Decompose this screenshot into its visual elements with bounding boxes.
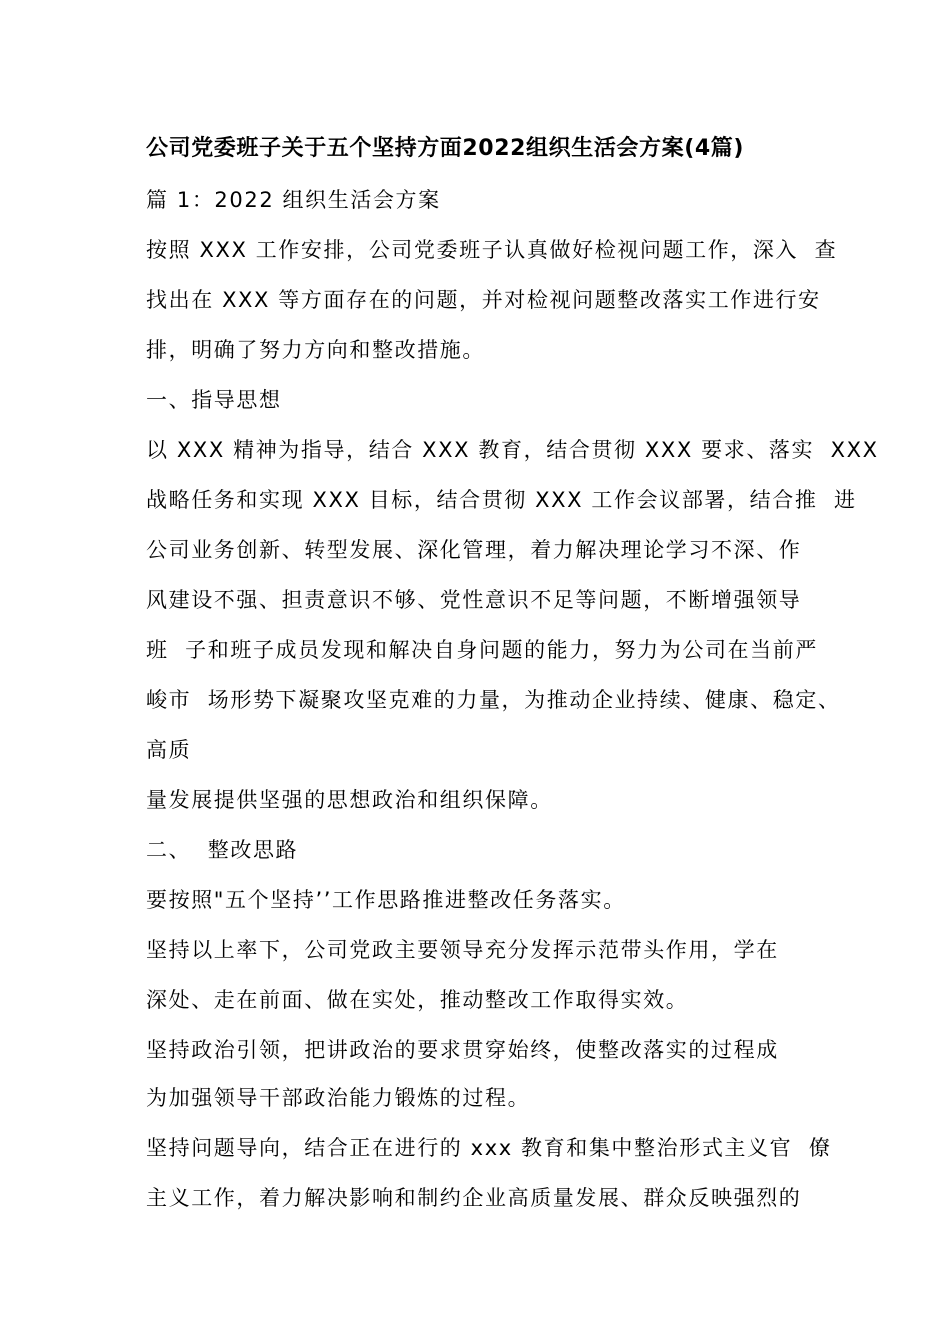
document-title: 公司党委班子关于五个坚持方面2022组织生活会方案(4篇) — [146, 136, 745, 161]
paragraph-line: 以 XXX 精神为指导，结合 XXX 教育，结合贯彻 XXX 要求、落实 XXX — [146, 438, 879, 462]
paragraph-line: 公司业务创新、转型发展、深化管理，着力解决理论学习不深、作 — [146, 538, 802, 562]
paragraph-line: 排，明确了努力方向和整改措施。 — [146, 338, 485, 362]
paragraph-line: 峻市 场形势下凝聚攻坚克难的力量，为推动企业持续、健康、稳定、 — [146, 688, 841, 712]
paragraph-line: 坚持问题导向，结合正在进行的 xxx 教育和集中整治形式主义官 僚 — [146, 1136, 832, 1160]
paragraph-line: 深处、走在前面、做在实处，推动整改工作取得实效。 — [146, 988, 689, 1012]
paragraph-line: 要按照"五个坚持’’工作思路推进整改任务落实。 — [146, 888, 626, 912]
paragraph-line: 战略任务和实现 XXX 目标，结合贯彻 XXX 工作会议部署，结合推 进 — [146, 488, 857, 512]
paragraph-line: 班 子和班子成员发现和解决自身问题的能力，努力为公司在当前严 — [146, 638, 818, 662]
paragraph-line: 主义工作，着力解决影响和制约企业高质量发展、群众反映强烈的 — [146, 1186, 802, 1210]
paragraph-line: 坚持以上率下，公司党政主要领导充分发挥示范带头作用，学在 — [146, 938, 779, 962]
paragraph-line: 找出在 XXX 等方面存在的问题，并对检视问题整改落实工作进行安 — [146, 288, 821, 312]
section-heading-rectification-approach: 二、 整改思路 — [146, 838, 299, 862]
paragraph-line: 高质 — [146, 738, 192, 762]
section-heading-pian1: 篇 1：2022 组织生活会方案 — [146, 188, 441, 212]
paragraph-line: 坚持政治引领，把讲政治的要求贯穿始终，使整改落实的过程成 — [146, 1038, 779, 1062]
section-heading-guiding-thought: 一、指导思想 — [146, 388, 282, 412]
paragraph-line: 量发展提供坚强的思想政治和组织保障。 — [146, 788, 553, 812]
paragraph-line: 风建设不强、担责意识不够、党性意识不足等问题，不断增强领导 — [146, 588, 802, 612]
paragraph-line: 为加强领导干部政治能力锻炼的过程。 — [146, 1086, 531, 1110]
paragraph-line: 按照 XXX 工作安排，公司党委班子认真做好检视问题工作，深入 查 — [146, 238, 838, 262]
